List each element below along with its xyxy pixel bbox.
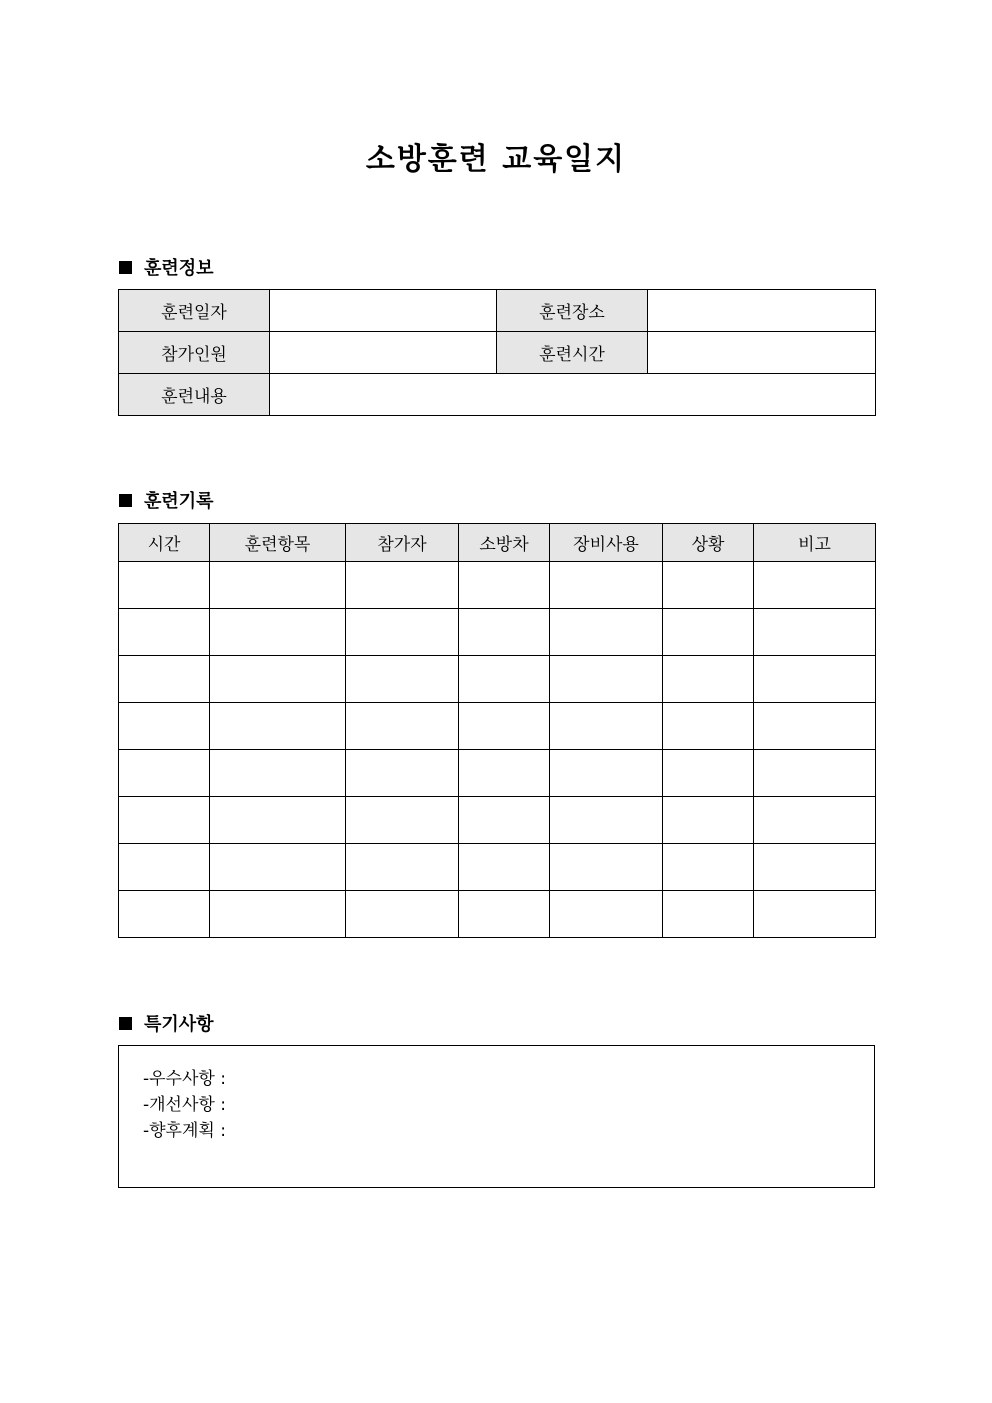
- table-cell[interactable]: [754, 562, 876, 609]
- table-cell[interactable]: [119, 562, 210, 609]
- table-cell[interactable]: [459, 609, 550, 656]
- table-cell[interactable]: [550, 562, 663, 609]
- table-cell[interactable]: [346, 844, 459, 891]
- notes-list: [143, 1066, 226, 1144]
- date-label: 훈련일자: [119, 290, 270, 332]
- table-cell[interactable]: [119, 750, 210, 797]
- table-cell[interactable]: [754, 656, 876, 703]
- place-label: 훈련장소: [497, 290, 648, 332]
- training-record-table: [118, 523, 876, 938]
- table-cell[interactable]: [210, 750, 346, 797]
- date-field[interactable]: [270, 290, 497, 332]
- time-label: 훈련시간: [497, 332, 648, 374]
- table-cell[interactable]: [210, 609, 346, 656]
- table-cell[interactable]: [119, 844, 210, 891]
- table-row: [119, 656, 876, 703]
- page-title: 소방훈련 교육일지: [365, 142, 627, 177]
- table-cell[interactable]: [550, 703, 663, 750]
- square-bullet-icon: [119, 494, 132, 507]
- table-row: [119, 844, 876, 891]
- table-row: [119, 609, 876, 656]
- table-cell[interactable]: [754, 797, 876, 844]
- table-cell[interactable]: [346, 609, 459, 656]
- table-cell[interactable]: [663, 797, 754, 844]
- table-cell[interactable]: [754, 750, 876, 797]
- record-table-body: [119, 562, 876, 938]
- column-header-situation: 상황: [663, 524, 754, 562]
- table-cell[interactable]: [346, 562, 459, 609]
- table-cell[interactable]: [663, 703, 754, 750]
- place-field[interactable]: [648, 290, 876, 332]
- table-row: [119, 750, 876, 797]
- content-field[interactable]: [270, 374, 876, 416]
- column-header-firetruck: 소방차: [459, 524, 550, 562]
- table-cell[interactable]: [210, 562, 346, 609]
- table-cell[interactable]: [550, 797, 663, 844]
- table-cell[interactable]: [550, 609, 663, 656]
- table-cell[interactable]: [754, 891, 876, 938]
- section-heading-info: [119, 254, 214, 280]
- column-header-equipment: 장비사용: [550, 524, 663, 562]
- table-cell[interactable]: [663, 609, 754, 656]
- info-row: [119, 374, 876, 416]
- table-cell[interactable]: [459, 750, 550, 797]
- table-cell[interactable]: [346, 891, 459, 938]
- table-row: [119, 703, 876, 750]
- column-header-item: 훈련항목: [210, 524, 346, 562]
- table-cell[interactable]: [210, 703, 346, 750]
- table-cell[interactable]: [459, 891, 550, 938]
- table-cell[interactable]: [663, 656, 754, 703]
- column-header-remarks: 비고: [754, 524, 876, 562]
- table-cell[interactable]: [346, 656, 459, 703]
- table-cell[interactable]: [663, 750, 754, 797]
- section-heading-label: 특기사항: [144, 1014, 214, 1035]
- column-header-time: 시간: [119, 524, 210, 562]
- participants-label: 참가인원: [119, 332, 270, 374]
- notes-box[interactable]: [118, 1045, 875, 1188]
- table-cell[interactable]: [119, 797, 210, 844]
- table-cell[interactable]: [550, 844, 663, 891]
- table-cell[interactable]: [346, 703, 459, 750]
- table-cell[interactable]: [663, 891, 754, 938]
- table-cell[interactable]: [550, 656, 663, 703]
- section-heading-records: [119, 487, 214, 513]
- table-cell[interactable]: [459, 797, 550, 844]
- note-future-plan: -향후계획 :: [143, 1121, 226, 1141]
- table-row: [119, 562, 876, 609]
- section-heading-label: 훈련기록: [144, 491, 214, 512]
- table-cell[interactable]: [346, 750, 459, 797]
- table-cell[interactable]: [210, 891, 346, 938]
- table-cell[interactable]: [346, 797, 459, 844]
- table-cell[interactable]: [754, 844, 876, 891]
- square-bullet-icon: [119, 1017, 132, 1030]
- table-cell[interactable]: [210, 797, 346, 844]
- table-row: [119, 797, 876, 844]
- table-header-row: [119, 524, 876, 562]
- table-cell[interactable]: [550, 750, 663, 797]
- section-heading-label: 훈련정보: [144, 258, 214, 279]
- note-improvement: -개선사항 :: [143, 1095, 226, 1115]
- table-cell[interactable]: [754, 609, 876, 656]
- time-field[interactable]: [648, 332, 876, 374]
- table-cell[interactable]: [459, 844, 550, 891]
- table-cell[interactable]: [119, 609, 210, 656]
- table-cell[interactable]: [210, 656, 346, 703]
- info-row: [119, 332, 876, 374]
- info-row: [119, 290, 876, 332]
- section-heading-notes: [119, 1010, 214, 1036]
- table-cell[interactable]: [550, 891, 663, 938]
- table-cell[interactable]: [210, 844, 346, 891]
- column-header-participant: 참가자: [346, 524, 459, 562]
- table-row: [119, 891, 876, 938]
- table-cell[interactable]: [459, 562, 550, 609]
- table-cell[interactable]: [663, 844, 754, 891]
- content-label: 훈련내용: [119, 374, 270, 416]
- training-info-table: [118, 289, 876, 416]
- table-cell[interactable]: [119, 656, 210, 703]
- table-cell[interactable]: [119, 703, 210, 750]
- participants-field[interactable]: [270, 332, 497, 374]
- note-excellent: -우수사항 :: [143, 1069, 226, 1089]
- square-bullet-icon: [119, 261, 132, 274]
- table-cell[interactable]: [663, 562, 754, 609]
- table-cell[interactable]: [754, 703, 876, 750]
- table-cell[interactable]: [459, 703, 550, 750]
- table-cell[interactable]: [119, 891, 210, 938]
- table-cell[interactable]: [459, 656, 550, 703]
